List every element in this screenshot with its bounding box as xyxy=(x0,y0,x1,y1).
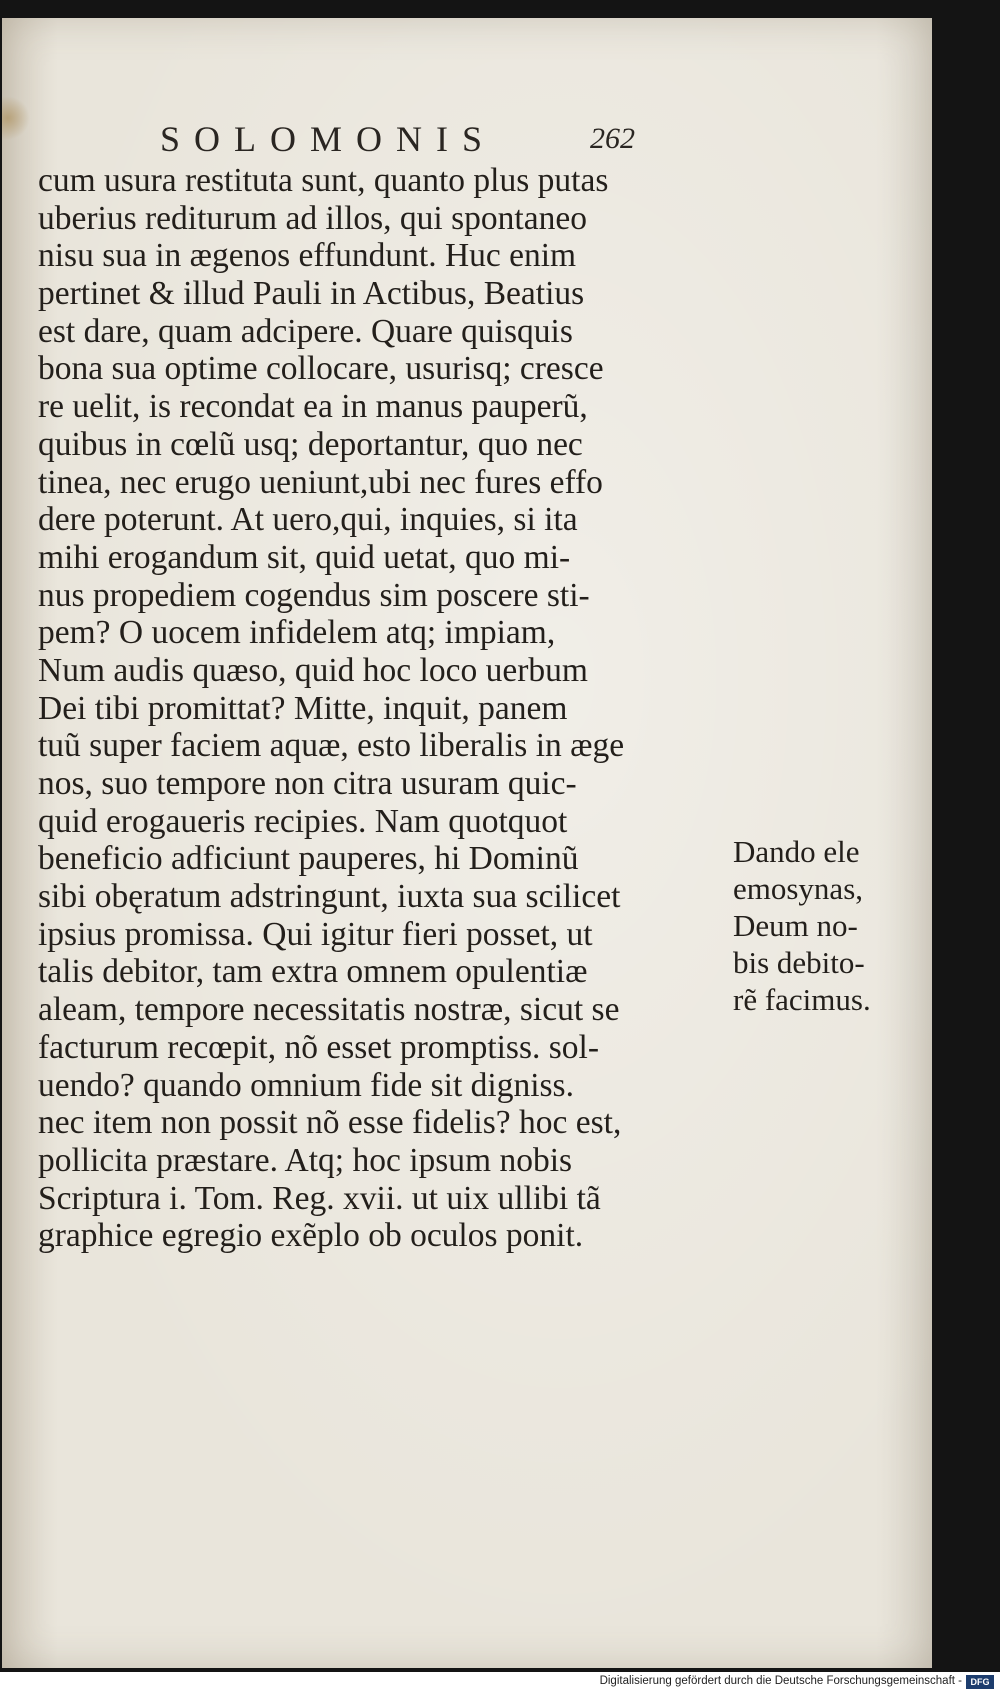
page-stain xyxy=(2,96,30,140)
text-line: pem? O uocem infidelem atq; impiam, xyxy=(38,614,556,652)
text-line: uberius rediturum ad illos, qui spontaneo xyxy=(38,199,587,237)
text-line: dere poterunt. At uero,qui, inquies, si ita xyxy=(38,501,578,539)
funding-credit: Digitalisierung gefördert durch die Deutsche Forschungsgemeinschaft - xyxy=(599,1675,962,1687)
text-line: uendo? quando omnium fide sit digniss. xyxy=(38,1066,574,1104)
text-line: nus propediem cogendus sim poscere sti- xyxy=(38,576,590,614)
margin-note-line: Deum no- xyxy=(733,908,858,943)
text-line: pertinet & illud Pauli in Actibus, Beatius xyxy=(38,275,585,313)
text-line: pollicita præstare. Atq; hoc ipsum nobis xyxy=(38,1141,573,1179)
text-line: re uelit, is recondat ea in manus pauperũ, xyxy=(38,388,588,426)
body-text xyxy=(38,162,728,1255)
text-line: tuũ super faciem aquæ, esto liberalis in æge xyxy=(38,727,625,765)
text-line: nos, suo tempore non citra usuram quic- xyxy=(38,765,577,802)
margin-note-line: emosynas, xyxy=(733,871,864,906)
text-line: Scriptura i. Tom. Reg. xvii. ut uix ullibi tã xyxy=(38,1179,601,1217)
text-line: Num audis quæso, quid hoc loco uerbum xyxy=(38,651,588,689)
text-line: bona sua optime collocare, usurisq; cresce xyxy=(38,350,604,388)
text-line: graphice egregio exẽplo ob oculos ponit. xyxy=(38,1217,584,1255)
text-line: cum usura restituta sunt, quanto plus putas xyxy=(38,162,609,199)
dfg-logo: DFG xyxy=(966,1675,994,1689)
text-line: facturum recœpit, nõ esset promptiss. sol- xyxy=(38,1028,600,1066)
text-line: beneficio adficiunt pauperes, hi Dominũ xyxy=(38,840,579,878)
text-line: aleam, tempore necessitatis nostræ, sicut se xyxy=(38,991,620,1029)
margin-note-line: rẽ facimus. xyxy=(733,982,871,1017)
text-line: quid erogaueris recipies. Nam quotquot xyxy=(38,802,568,840)
text-line: quibus in cœlũ usq; deportantur, quo nec xyxy=(38,425,583,463)
footer-bar xyxy=(0,1672,1000,1695)
text-line: mihi erogandum sit, quid uetat, quo mi- xyxy=(38,538,571,576)
margin-note-line: bis debito- xyxy=(733,945,865,980)
text-line: nisu sua in ægenos effundunt. Huc enim xyxy=(38,237,577,275)
text-line: sibi obęratum adstringunt, iuxta sua scilicet xyxy=(38,878,621,916)
margin-note-line: Dando ele xyxy=(733,834,860,869)
text-line: nec item non possit nõ esse fidelis? hoc est, xyxy=(38,1104,622,1142)
page-header xyxy=(160,118,680,168)
text-line: ipsius promissa. Qui igitur fieri posset, ut xyxy=(38,915,593,953)
text-line: talis debitor, tam extra omnem opulentiæ xyxy=(38,953,588,991)
running-head: SOLOMONIS xyxy=(160,119,497,159)
text-line: Dei tibi promittat? Mitte, inquit, panem xyxy=(38,689,568,727)
text-line: tinea, nec erugo ueniunt,ubi nec fures effo xyxy=(38,463,603,501)
page-number: 262 xyxy=(590,122,635,155)
text-line: est dare, quam adcipere. Quare quisquis xyxy=(38,312,573,350)
margin-note xyxy=(733,833,928,1018)
